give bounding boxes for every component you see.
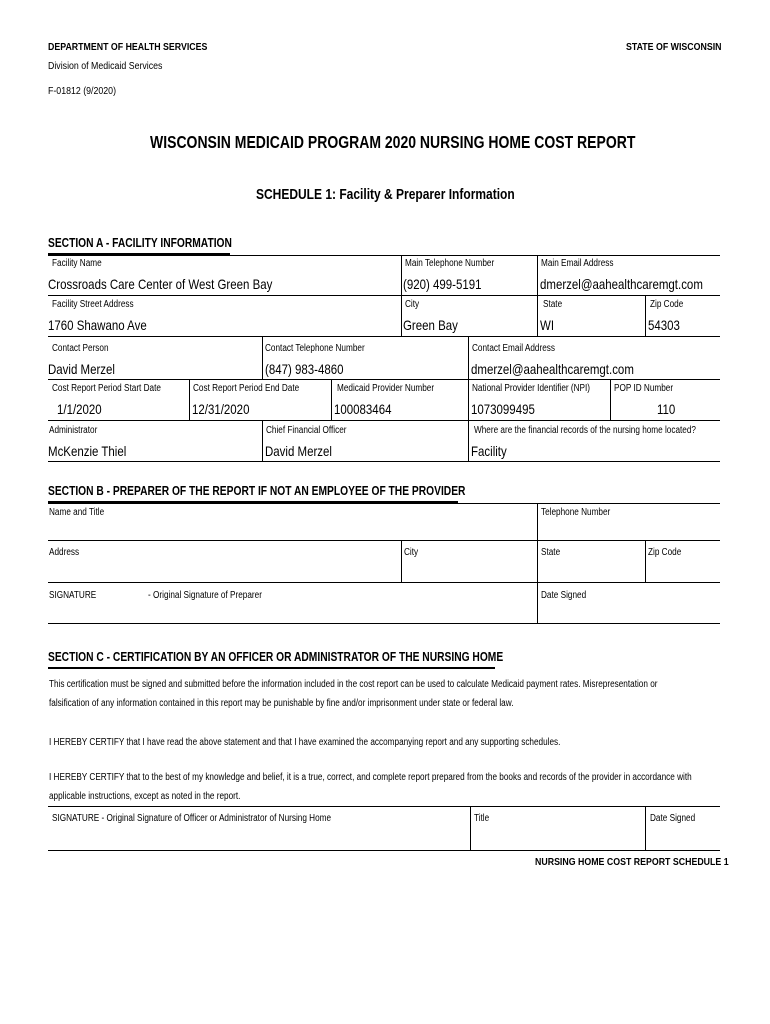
main-email-label: Main Email Address [541, 258, 614, 269]
form-number: F-01812 (9/2020) [48, 86, 117, 97]
contact-person-field[interactable]: David Merzel [48, 361, 115, 377]
officer-signature-label: SIGNATURE - Original Signature of Officer or Administrator of Nursing Home [52, 813, 332, 824]
zip-label: Zip Code [650, 299, 684, 310]
division-name: Division of Medicaid Services [48, 61, 163, 72]
certification-text-1a: This certification must be signed and submitted before the information included in the cost report can be used to calculate Medicaid payment rates. Misrepresentation or [49, 679, 658, 690]
section-c-underline [48, 667, 495, 669]
contact-person-label: Contact Person [52, 343, 109, 354]
state-field[interactable]: WI [540, 317, 555, 333]
period-end-label: Cost Report Period End Date [193, 383, 300, 394]
footer-label: NURSING HOME COST REPORT SCHEDULE 1 [535, 857, 729, 868]
section-a-top-rule [48, 255, 720, 256]
preparer-phone-label: Telephone Number [541, 507, 611, 518]
main-email-field[interactable]: dmerzel@aahealthcaremgt.com [540, 276, 703, 292]
street-label: Facility Street Address [52, 299, 134, 310]
records-label: Where are the financial records of the nursing home located? [474, 425, 696, 436]
certification-text-1b: falsification of any information contained in this report may be punishable by fine and/or imprisonment under state or federal law. [49, 698, 514, 709]
preparer-signature-label: SIGNATURE [49, 590, 97, 601]
page-title: WISCONSIN MEDICAID PROGRAM 2020 NURSING HOME COST REPORT [150, 132, 636, 152]
facility-name-field[interactable]: Crossroads Care Center of West Green Bay [48, 276, 273, 292]
medicaid-provider-field[interactable]: 100083464 [334, 401, 392, 417]
npi-field[interactable]: 1073099495 [471, 401, 535, 417]
zip-field[interactable]: 54303 [648, 317, 680, 333]
preparer-address-label: Address [49, 547, 80, 558]
certification-text-2: I HEREBY CERTIFY that I have read the above statement and that I have examined the accompanying report and any supporting schedules. [49, 737, 561, 748]
section-b-heading: SECTION B - PREPARER OF THE REPORT IF NOT AN EMPLOYEE OF THE PROVIDER [48, 484, 466, 498]
contact-phone-field[interactable]: (847) 983-4860 [265, 361, 344, 377]
cfo-label: Chief Financial Officer [266, 425, 347, 436]
city-field[interactable]: Green Bay [403, 317, 458, 333]
period-start-label: Cost Report Period Start Date [52, 383, 161, 394]
street-field[interactable]: 1760 Shawano Ave [48, 317, 147, 333]
main-phone-label: Main Telephone Number [405, 258, 495, 269]
page-subtitle: SCHEDULE 1: Facility & Preparer Information [256, 186, 515, 203]
state-name: STATE OF WISCONSIN [626, 42, 722, 53]
certification-text-3a: I HEREBY CERTIFY that to the best of my knowledge and belief, it is a true, correct, and complete report prepared from the books and records of the provider in accordance with [49, 772, 692, 783]
period-start-field[interactable]: 1/1/2020 [57, 401, 102, 417]
pop-id-label: POP ID Number [614, 383, 674, 394]
contact-phone-label: Contact Telephone Number [265, 343, 365, 354]
main-phone-field[interactable]: (920) 499-5191 [403, 276, 482, 292]
preparer-date-signed-label: Date Signed [541, 590, 587, 601]
preparer-state-label: State [541, 547, 561, 558]
pop-id-field[interactable]: 110 [657, 401, 676, 417]
administrator-field[interactable]: McKenzie Thiel [48, 443, 127, 459]
department-name: DEPARTMENT OF HEALTH SERVICES [48, 42, 208, 53]
facility-name-label: Facility Name [52, 258, 102, 269]
contact-email-label: Contact Email Address [472, 343, 555, 354]
medicaid-provider-label: Medicaid Provider Number [337, 383, 435, 394]
city-label: City [405, 299, 420, 310]
period-end-field[interactable]: 12/31/2020 [192, 401, 250, 417]
cfo-field[interactable]: David Merzel [265, 443, 332, 459]
records-field[interactable]: Facility [471, 443, 507, 459]
section-c-heading: SECTION C - CERTIFICATION BY AN OFFICER OR ADMINISTRATOR OF THE NURSING HOME [48, 650, 504, 664]
preparer-name-label: Name and Title [49, 507, 105, 518]
npi-label: National Provider Identifier (NPI) [472, 383, 591, 394]
administrator-label: Administrator [49, 425, 98, 436]
section-a-heading: SECTION A - FACILITY INFORMATION [48, 236, 232, 250]
preparer-signature-note: - Original Signature of Preparer [148, 590, 262, 601]
preparer-zip-label: Zip Code [648, 547, 682, 558]
certification-text-3b: applicable instructions, except as noted in the report. [49, 791, 241, 802]
officer-title-label: Title [474, 813, 490, 824]
state-label: State [543, 299, 563, 310]
officer-date-signed-label: Date Signed [650, 813, 696, 824]
preparer-city-label: City [404, 547, 419, 558]
contact-email-field[interactable]: dmerzel@aahealthcaremgt.com [471, 361, 634, 377]
